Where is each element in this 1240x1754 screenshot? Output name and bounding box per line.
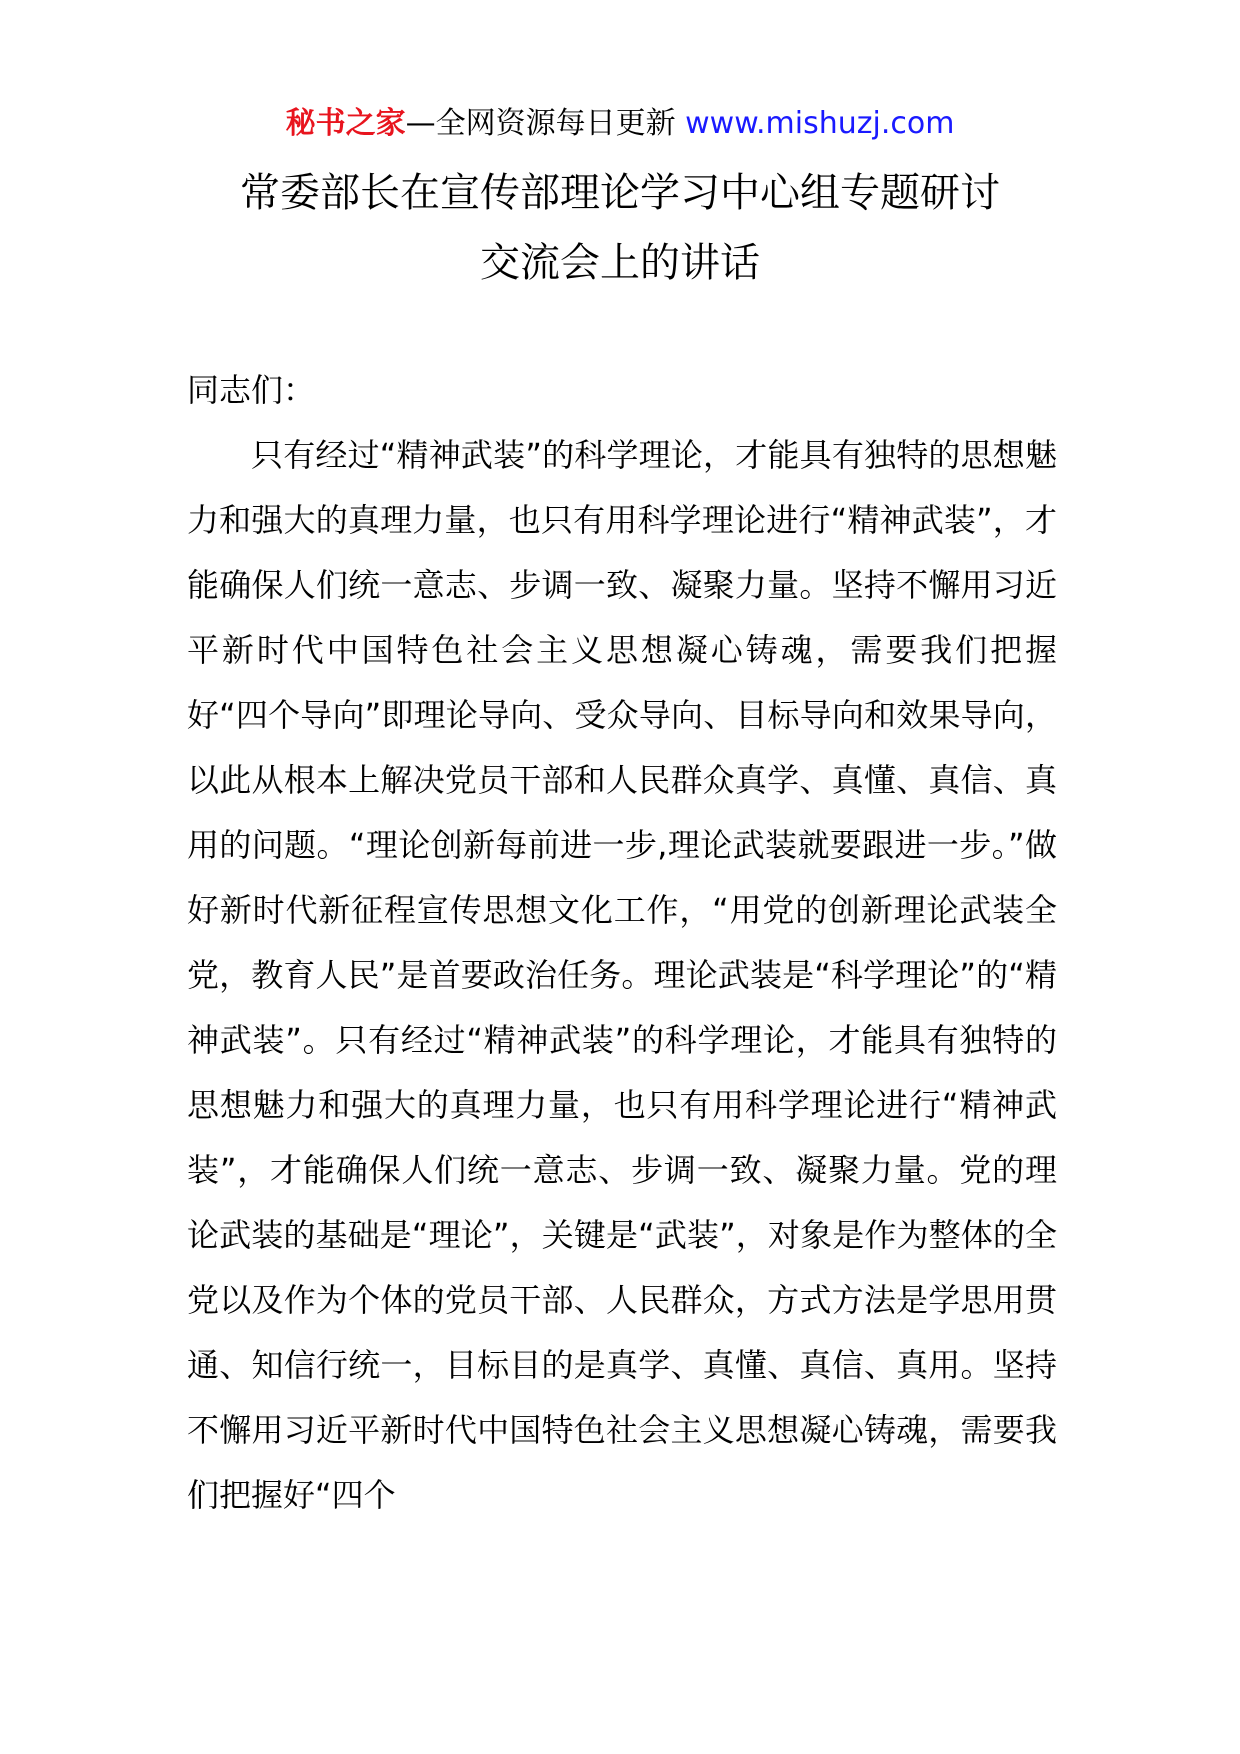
- salutation: 同志们：: [187, 371, 316, 409]
- title-line-2: 交流会上的讲话: [480, 240, 760, 286]
- document-body: [187, 358, 1057, 1528]
- site-tagline: —全网资源每日更新: [405, 106, 686, 141]
- site-url-link[interactable]: www.mishuzj.com: [685, 106, 955, 141]
- body-paragraph: 只有经过“精神武装”的科学理论，才能具有独特的思想魅力和强大的真理力量，也只有用科学理论进行“精神武装”，才能确保人们统一意志、步调一致、凝聚力量。坚持不懈用习近平新时代中国特色社会主义思想凝心铸魂，需要我们把握好“四个导向”即理论导向、受众导向、目标导向和效果导向，以此从根本上解决党员干部和人民群众真学、真懂、真信、真用的问题。“理论创新每前进一步,理论武装就要跟进一步。”做好新时代新征程宣传思想文化工作，“用党的创新理论武装全党，教育人民”是首要政治任务。理论武装是“科学理论”的“精神武装”。只有经过“精神武装”的科学理论，才能具有独特的思想魅力和强大的真理力量，也只有用科学理论进行“精神武装”，才能确保人们统一意志、步调一致、凝聚力量。党的理论武装的基础是“理论”，关键是“武装”，对象是作为整体的全党以及作为个体的党员干部、人民群众，方式方法是学思用贯通、知信行统一，目标目的是真学、真懂、真信、真用。坚持不懈用习近平新时代中国特色社会主义思想凝心铸魂，需要我们把握好“四个: [187, 436, 1057, 1514]
- title-line-1: 常委部长在宣传部理论学习中心组专题研讨: [240, 170, 1000, 216]
- document-title: [0, 158, 1240, 298]
- site-header: [0, 100, 1240, 148]
- brand-name: 秘书之家: [285, 106, 406, 141]
